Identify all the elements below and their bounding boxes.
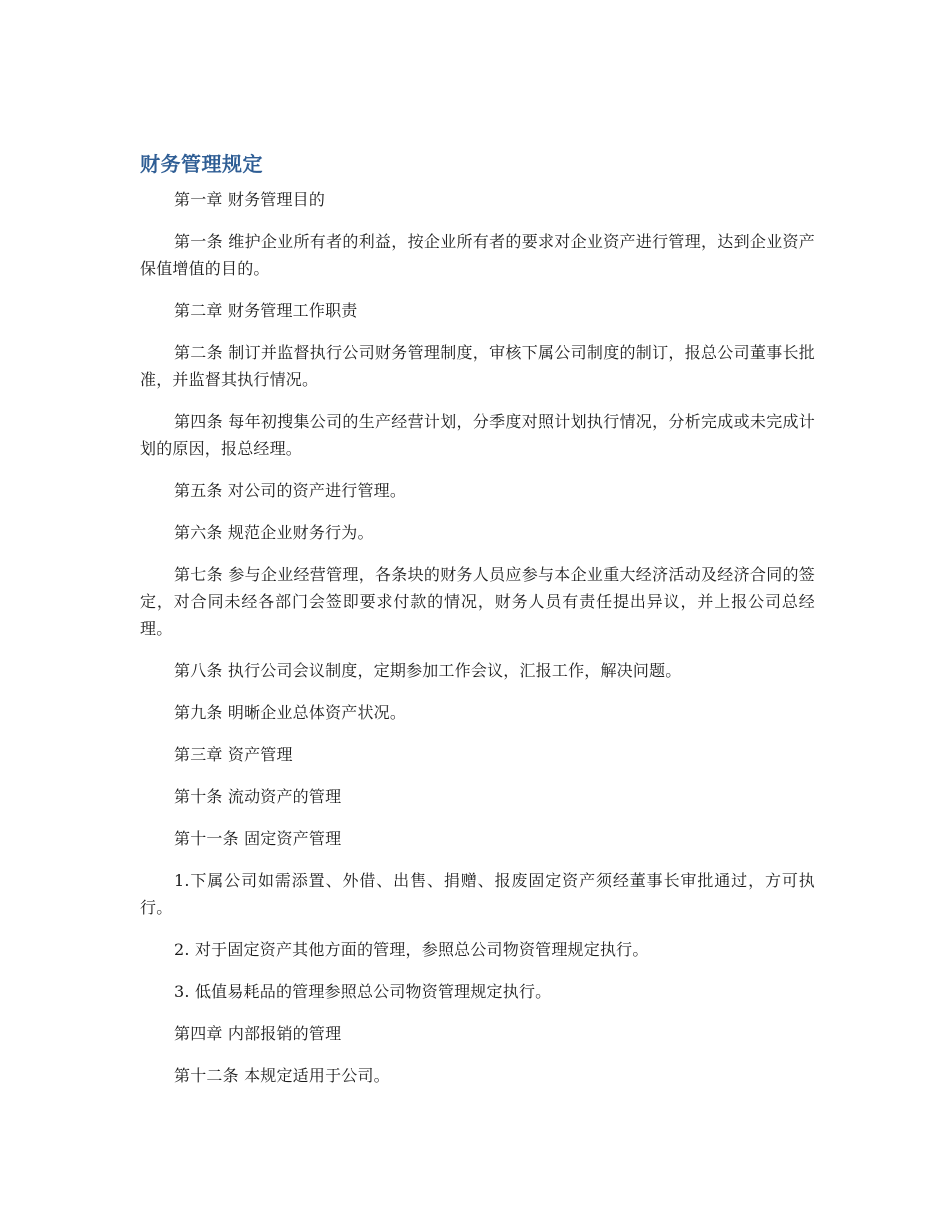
chapter-heading: 第四章 内部报销的管理: [174, 1024, 342, 1043]
article-paragraph: 第四条 每年初搜集公司的生产经营计划，分季度对照计划执行情况，分析完成或未完成计划的原因，报总经理。: [140, 412, 815, 458]
article-paragraph: 第二条 制订并监督执行公司财务管理制度，审核下属公司制度的制订，报总公司董事长批准，并监督其执行情况。: [140, 343, 815, 389]
chapter-heading: 第一章 财务管理目的: [174, 190, 326, 209]
article-paragraph: 第七条 参与企业经营管理，各条块的财务人员应参与本企业重大经济活动及经济合同的签定，对合同未经各部门会签即要求付款的情况，财务人员有责任提出异议，并上报公司总经理。: [140, 565, 815, 638]
document-title: 财务管理规定: [140, 152, 263, 176]
article-paragraph: 第八条 执行公司会议制度，定期参加工作会议，汇报工作，解决问题。: [174, 661, 682, 680]
list-item: 3. 低值易耗品的管理参照总公司物资管理规定执行。: [174, 982, 552, 1001]
article-paragraph: 第一条 维护企业所有者的利益，按企业所有者的要求对企业资产进行管理，达到企业资产保值增值的目的。: [140, 232, 815, 278]
chapter-heading: 第二章 财务管理工作职责: [174, 301, 358, 320]
article-paragraph: 第六条 规范企业财务行为。: [174, 523, 374, 542]
article-paragraph: 第九条 明晰企业总体资产状况。: [174, 703, 407, 722]
list-item: 2. 对于固定资产其他方面的管理，参照总公司物资管理规定执行。: [174, 940, 649, 959]
article-paragraph: 第十一条 固定资产管理: [174, 829, 342, 848]
article-paragraph: 第十二条 本规定适用于公司。: [174, 1066, 390, 1085]
article-paragraph: 第五条 对公司的资产进行管理。: [174, 481, 407, 500]
chapter-heading: 第三章 资产管理: [174, 745, 293, 764]
article-paragraph: 第十条 流动资产的管理: [174, 787, 342, 806]
document-page: [140, 148, 815, 1104]
list-item: 1.下属公司如需添置、外借、出售、捐赠、报废固定资产须经董事长审批通过，方可执行。: [140, 871, 815, 917]
